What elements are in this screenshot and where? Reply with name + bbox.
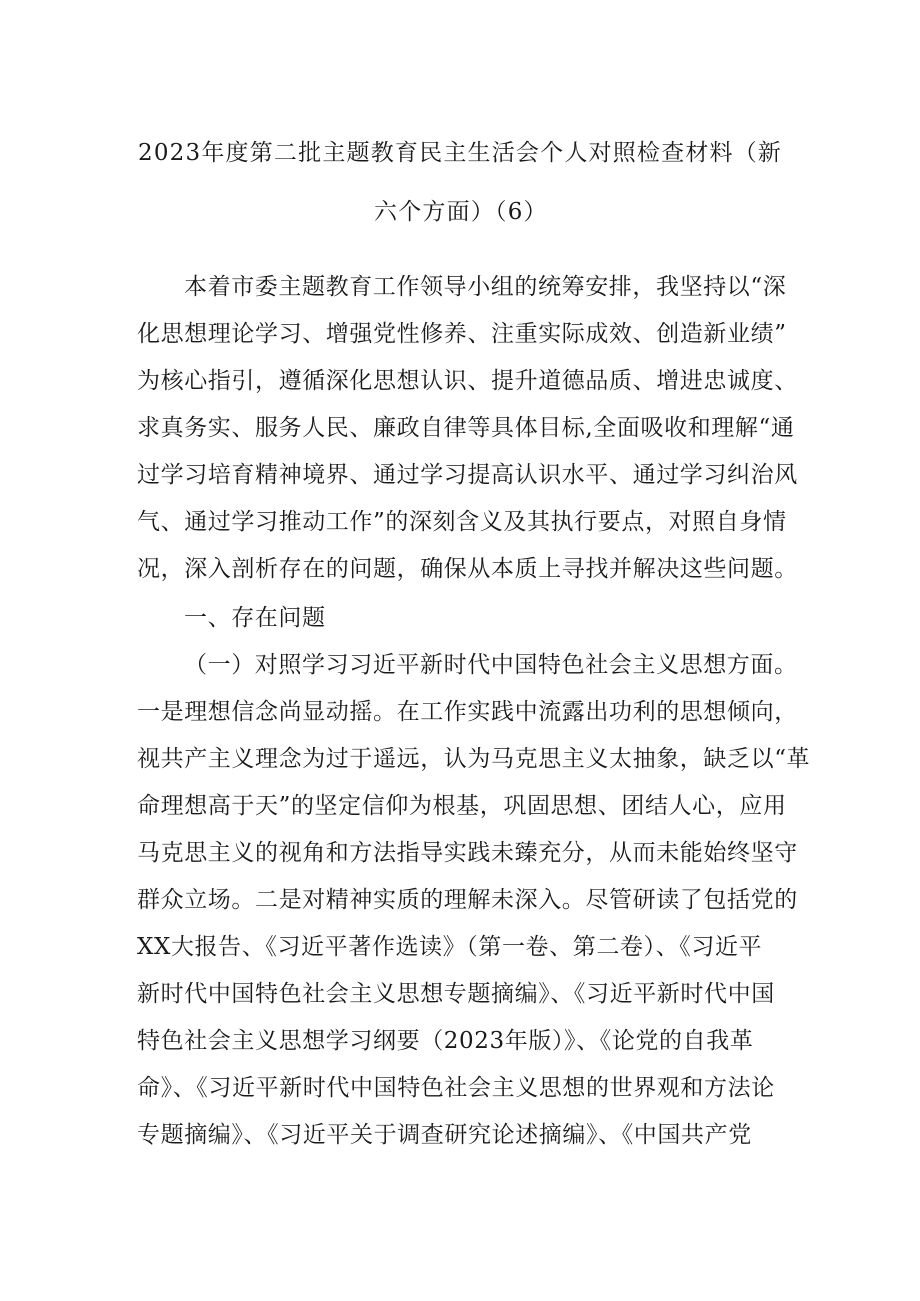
section-heading: 一、存在问题 <box>184 605 326 631</box>
intro-line: 本着市委主题教育工作领导小组的统筹安排，我坚持以“深 <box>184 274 787 300</box>
subsection-line: （一）对照学习习近平新时代中国特色社会主义思想方面。 <box>184 652 798 678</box>
intro-line: 求真务实、服务人民、廉政自律等具体目标,全面吸收和理解“通 <box>137 415 795 441</box>
intro-line: 化思想理论学习、增强党性修养、注重实际成效、创造新业绩” <box>137 321 787 347</box>
subsection-line: 命理想高于天”的坚定信仰为根基，巩固思想、团结人心，应用 <box>137 793 787 819</box>
document-title-line-2: 六个方面）（6） <box>374 199 548 225</box>
subsection-line: XX大报告、《习近平著作选读》（第一卷、第二卷）、《习近平 <box>137 934 763 960</box>
subsection-line: 特色社会主义思想学习纲要（2023年版）》、《论党的自我革 <box>137 1028 754 1054</box>
subsection-line: 专题摘编》、《习近平关于调查研究论述摘编》、《中国共产党 <box>137 1122 752 1148</box>
intro-line: 况，深入剖析存在的问题，确保从本质上寻找并解决这些问题。 <box>137 556 798 582</box>
document-title-line-1: 2023年度第二批主题教育民主生活会个人对照检查材料（新 <box>138 140 783 166</box>
subsection-line: 马克思主义的视角和方法指导实践未臻充分，从而未能始终坚守 <box>137 840 798 866</box>
subsection-line: 视共产主义理念为过于遥远，认为马克思主义太抽象，缺乏以“革 <box>137 746 811 772</box>
intro-line: 为核心指引，遵循深化思想认识、提升道德品质、增进忠诚度、 <box>137 368 798 394</box>
intro-line: 过学习培育精神境界、通过学习提高认识水平、通过学习纠治风 <box>137 462 798 488</box>
subsection-line: 命》、《习近平新时代中国特色社会主义思想的世界观和方法论 <box>137 1075 775 1101</box>
subsection-line: 新时代中国特色社会主义思想专题摘编》、《习近平新时代中国 <box>137 981 775 1007</box>
subsection-line: 一是理想信念尚显动摇。在工作实践中流露出功利的思想倾向， <box>137 699 798 725</box>
intro-line: 气、通过学习推动工作”的深刻含义及其执行要点，对照自身情 <box>137 509 787 535</box>
subsection-line: 群众立场。二是对精神实质的理解未深入。尽管研读了包括党的 <box>137 887 798 913</box>
